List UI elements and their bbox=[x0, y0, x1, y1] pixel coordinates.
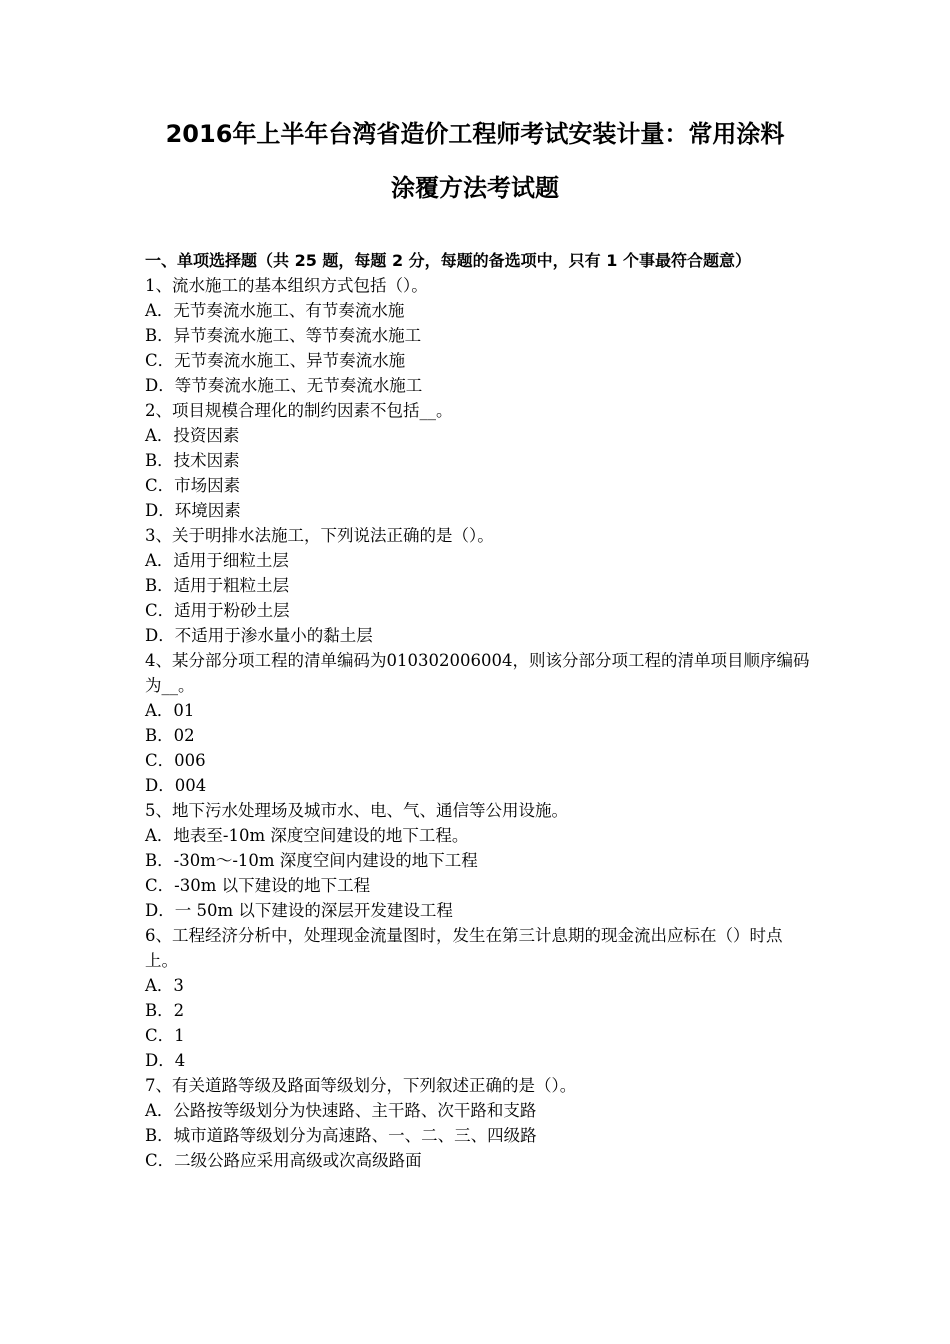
option-a: A．无节奏流水施工、有节奏流水施 bbox=[145, 301, 405, 320]
option-b: B．02 bbox=[145, 726, 195, 745]
question-6 bbox=[145, 923, 810, 1073]
option-c: C．1 bbox=[145, 1026, 185, 1045]
question-stem: 1、流水施工的基本组织方式包括（）。 bbox=[145, 276, 428, 295]
question-stem: 6、工程经济分析中，处理现金流量图时，发生在第三计息期的现金流出应标在（）时点上。 bbox=[145, 926, 783, 970]
option-b: B．技术因素 bbox=[145, 451, 240, 470]
option-a: A．地表至-10m 深度空间建设的地下工程。 bbox=[145, 826, 469, 845]
document-title-line-1: 2016年上半年台湾省造价工程师考试安装计量：常用涂料 bbox=[165, 120, 785, 148]
question-stem: 2、项目规模合理化的制约因素不包括__。 bbox=[145, 401, 453, 420]
option-c: C．006 bbox=[145, 751, 206, 770]
question-stem: 7、有关道路等级及路面等级划分，下列叙述正确的是（）。 bbox=[145, 1076, 577, 1095]
option-d: D．一 50m 以下建设的深层开发建设工程 bbox=[145, 901, 453, 920]
option-a: A．公路按等级划分为快速路、主干路、次干路和支路 bbox=[145, 1101, 537, 1120]
document-title-line-2: 涂覆方法考试题 bbox=[391, 174, 559, 202]
question-stem: 5、地下污水处理场及城市水、电、气、通信等公用设施。 bbox=[145, 801, 568, 820]
option-c: C．无节奏流水施工、异节奏流水施 bbox=[145, 351, 406, 370]
question-2 bbox=[145, 398, 810, 523]
option-d: D．不适用于渗水量小的黏土层 bbox=[145, 626, 373, 645]
option-c: C．适用于粉砂土层 bbox=[145, 601, 290, 620]
question-1 bbox=[145, 273, 810, 398]
question-3 bbox=[145, 523, 810, 648]
question-4 bbox=[145, 648, 810, 798]
option-d: D．等节奏流水施工、无节奏流水施工 bbox=[145, 376, 423, 395]
option-a: A．3 bbox=[145, 976, 184, 995]
question-7 bbox=[145, 1073, 810, 1173]
question-stem: 4、某分部分项工程的清单编码为010302006004，则该分部分项工程的清单项目顺序编码为__。 bbox=[145, 651, 810, 695]
question-stem: 3、关于明排水法施工，下列说法正确的是（）。 bbox=[145, 526, 494, 545]
option-a: A．01 bbox=[145, 701, 195, 720]
option-b: B．城市道路等级划分为高速路、一、二、三、四级路 bbox=[145, 1126, 537, 1145]
option-b: B．异节奏流水施工、等节奏流水施工 bbox=[145, 326, 422, 345]
option-b: B．适用于粗粒土层 bbox=[145, 576, 290, 595]
option-c: C．-30m 以下建设的地下工程 bbox=[145, 876, 371, 895]
option-a: A．适用于细粒土层 bbox=[145, 551, 289, 570]
option-c: C．二级公路应采用高级或次高级路面 bbox=[145, 1151, 422, 1170]
option-a: A．投资因素 bbox=[145, 426, 240, 445]
section-heading: 一、单项选择题（共 25 题，每题 2 分，每题的备选项中，只有 1 个事最符合题意） bbox=[145, 251, 751, 270]
option-c: C．市场因素 bbox=[145, 476, 241, 495]
option-b: B．-30m～-10m 深度空间内建设的地下工程 bbox=[145, 851, 478, 870]
option-b: B．2 bbox=[145, 1001, 185, 1020]
option-d: D．环境因素 bbox=[145, 501, 241, 520]
option-d: D．004 bbox=[145, 776, 207, 795]
question-5 bbox=[145, 798, 810, 923]
option-d: D．4 bbox=[145, 1051, 186, 1070]
document-body bbox=[145, 248, 810, 1173]
